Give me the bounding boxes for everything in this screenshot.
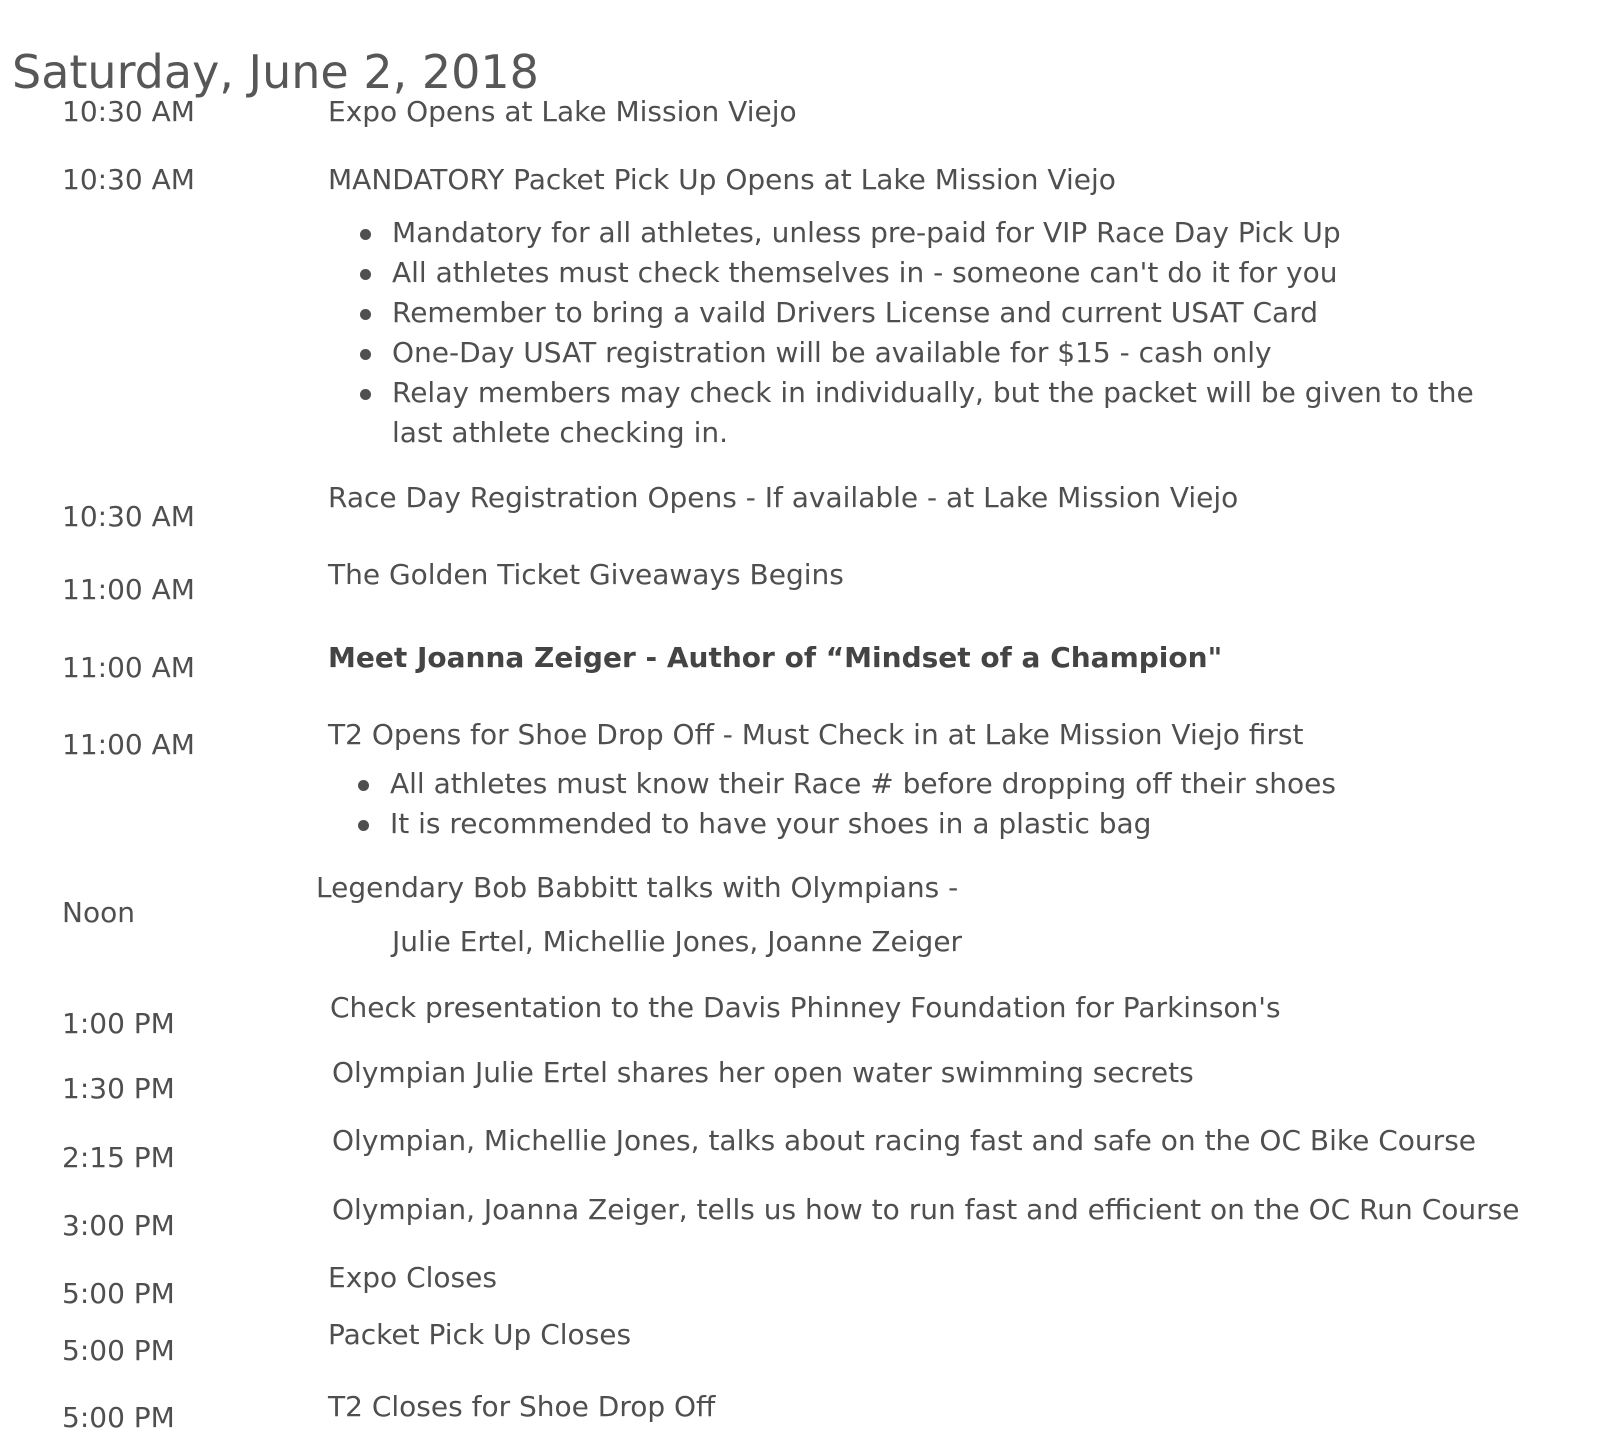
event-description: Expo Opens at Lake Mission Viejo [328,95,797,128]
list-item: All athletes must check themselves in - someone can't do it for you [358,253,1338,293]
event-subtext: Julie Ertel, Michellie Jones, Joanne Zeiger [392,925,963,958]
event-time: 10:30 AM [62,500,195,533]
list-item: All athletes must know their Race # before dropping off their shoes [356,764,1336,804]
event-description: The Golden Ticket Giveaways Begins [328,558,844,591]
event-description: MANDATORY Packet Pick Up Opens at Lake Mission Viejo [328,163,1116,196]
event-time: 1:00 PM [62,1007,175,1040]
event-time: Noon [62,896,135,929]
list-item: Remember to bring a vaild Drivers License and current USAT Card [358,293,1318,333]
event-description: Race Day Registration Opens - If available - at Lake Mission Viejo [328,481,1239,514]
list-item: One-Day USAT registration will be available for $15 - cash only [358,333,1272,373]
list-item: Mandatory for all athletes, unless pre-paid for VIP Race Day Pick Up [358,213,1341,253]
event-time: 11:00 AM [62,728,195,761]
event-description: Expo Closes [328,1261,497,1294]
event-time: 3:00 PM [62,1209,175,1242]
page-title: Saturday, June 2, 2018 [12,44,539,99]
event-description: Meet Joanna Zeiger - Author of “Mindset of a Champion" [328,641,1223,674]
event-time: 5:00 PM [62,1401,175,1434]
list-item-continuation: last athlete checking in. [392,416,728,449]
event-description: Olympian, Michellie Jones, talks about racing fast and safe on the OC Bike Course [332,1124,1477,1157]
event-description: T2 Opens for Shoe Drop Off - Must Check in at Lake Mission Viejo first [328,718,1304,751]
event-description: Olympian Julie Ertel shares her open water swimming secrets [332,1056,1194,1089]
event-time: 5:00 PM [62,1277,175,1310]
event-time: 11:00 AM [62,651,195,684]
event-description: Olympian, Joanna Zeiger, tells us how to run fast and efficient on the OC Run Course [332,1193,1520,1226]
event-time: 11:00 AM [62,573,195,606]
event-time: 10:30 AM [62,163,195,196]
event-description: Packet Pick Up Closes [328,1318,632,1351]
list-item: Relay members may check in individually, but the packet will be given to the [358,373,1474,413]
event-time: 5:00 PM [62,1334,175,1367]
event-description: Legendary Bob Babbitt talks with Olympians - [316,871,959,904]
list-item: It is recommended to have your shoes in a plastic bag [356,804,1151,844]
event-time: 10:30 AM [62,95,195,128]
event-time: 2:15 PM [62,1141,175,1174]
event-time: 1:30 PM [62,1072,175,1105]
event-description: T2 Closes for Shoe Drop Off [328,1390,716,1423]
event-description: Check presentation to the Davis Phinney Foundation for Parkinson's [330,991,1281,1024]
